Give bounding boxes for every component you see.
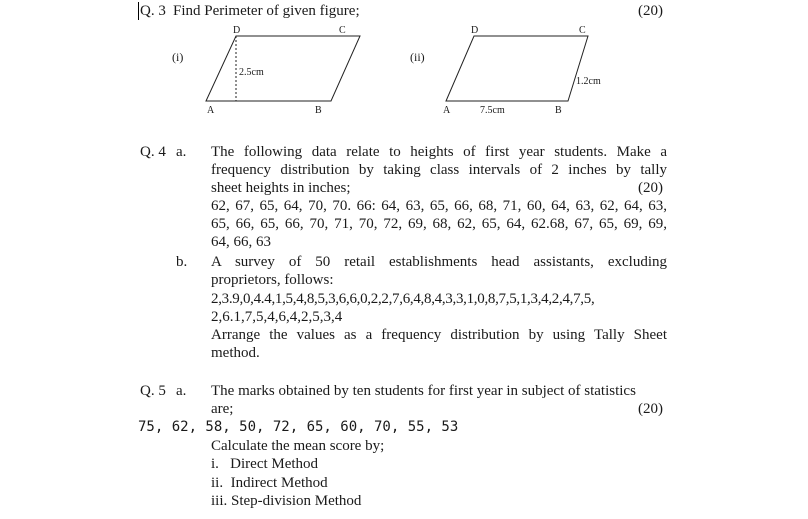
q5a-line1: The marks obtained by ten students for first year in subject of statistics [211, 383, 636, 399]
fig2-label: (ii) [410, 50, 425, 64]
q4a-line3: sheet heights in inches; [211, 180, 351, 196]
fig1-label: (i) [172, 50, 184, 64]
fig1-vertex-c: C [339, 25, 346, 36]
fig1-vertex-d: D [233, 25, 241, 36]
fig2-vertex-b: B [555, 105, 562, 116]
q3-marks: (20) [638, 3, 663, 19]
fig2-vertex-d: D [471, 25, 479, 36]
q4a-line1: The following data relate to heights of first year students. Make a [211, 144, 667, 160]
fig2-side-label: 1.2cm [576, 76, 601, 87]
q5a-method-1: i. Direct Method [211, 456, 319, 472]
q4b-data2: 2,6.1,7,5,4,6,4,2,5,3,4 [211, 309, 343, 325]
q4b-data1: 2,3.9,0,4.4,1,5,4,8,5,3,6,6,0,2,2,7,6,4,8,4,3,3,1,0,8,7,5,1,3,4,2,4,7,5, [211, 291, 595, 307]
q5a-instruction: Calculate the mean score by; [211, 438, 385, 454]
q3-number: Q. 3 [140, 3, 166, 19]
text-cursor [138, 2, 139, 20]
fig1-vertex-a: A [207, 105, 215, 116]
q4b-line2: proprietors, follows: [211, 272, 334, 288]
q5a-data: 75, 62, 58, 50, 72, 65, 60, 70, 55, 53 [138, 419, 459, 435]
q4a-label: a. [176, 144, 187, 160]
q5-number: Q. 5 [140, 383, 166, 399]
q5a-method-2: ii. Indirect Method [211, 475, 328, 491]
q4a-data3: 64, 66, 63 [211, 234, 271, 250]
q5a-method-3: iii. Step-division Method [211, 493, 362, 509]
q3-text: Find Perimeter of given figure; [173, 3, 360, 19]
fig1-vertex-b: B [315, 105, 322, 116]
q4a-data2: 65, 66, 65, 66, 70, 71, 70, 72, 69, 68, 62, 65, 64, 62.68, 67, 65, 69, 69, [211, 216, 667, 232]
q5a-marks: (20) [638, 401, 663, 417]
q4a-marks: (20) [638, 180, 663, 196]
q4a-data1: 62, 67, 65, 64, 70, 70. 66: 64, 63, 65, 66, 68, 71, 60, 64, 63, 62, 64, 63, [211, 198, 667, 214]
q4-number: Q. 4 [140, 144, 166, 160]
q5a-line2: are; [211, 401, 234, 417]
q5a-label: a. [176, 383, 187, 399]
q4a-line2: frequency distribution by taking class intervals of 2 inches by tally [211, 162, 667, 178]
fig2-vertex-a: A [443, 105, 451, 116]
q4b-line4: method. [211, 345, 260, 361]
fig2-base-label: 7.5cm [480, 105, 505, 116]
q4b-label: b. [176, 254, 188, 270]
q4b-line1: A survey of 50 retail establishments head assistants, excluding [211, 254, 667, 270]
q4b-line3: Arrange the values as a frequency distribution by using Tally Sheet [211, 327, 667, 343]
fig1-height-label: 2.5cm [239, 67, 264, 78]
fig2-vertex-c: C [579, 25, 586, 36]
